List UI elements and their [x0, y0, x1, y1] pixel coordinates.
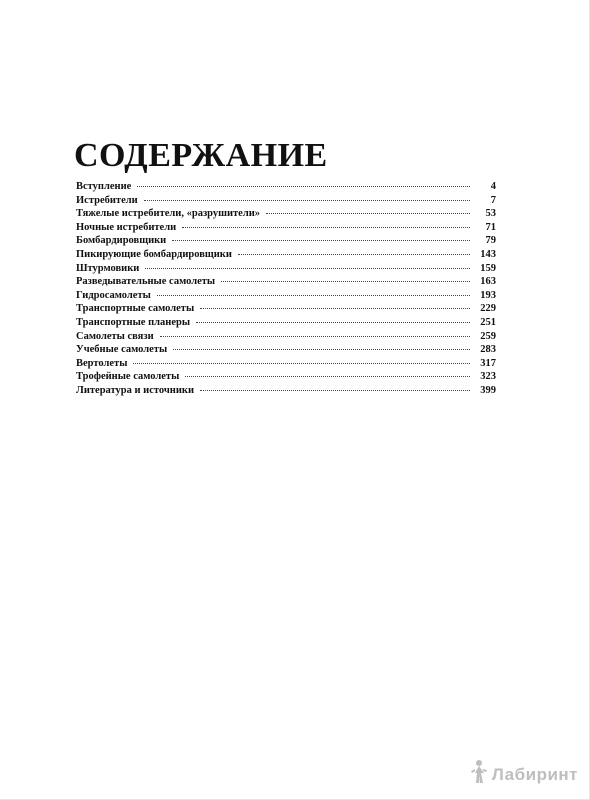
dot-leader	[200, 308, 470, 309]
toc-entry-page: 283	[480, 344, 496, 356]
toc-entry-page: 7	[490, 194, 496, 206]
toc-entry	[76, 180, 496, 194]
toc-entry-page: 323	[480, 371, 496, 383]
dot-leader	[133, 363, 470, 364]
toc-entry-label: Ночные истребители	[76, 221, 177, 233]
toc-entry-page: 251	[480, 316, 496, 328]
toc-entry-page: 53	[485, 208, 496, 220]
labyrinth-watermark	[468, 759, 578, 790]
toc-entry-page: 399	[480, 384, 496, 396]
toc-entry-page: 317	[480, 357, 496, 369]
toc-entry-page: 163	[480, 276, 496, 288]
toc-entry	[76, 330, 496, 344]
dot-leader	[266, 213, 470, 214]
dot-leader	[145, 268, 470, 269]
dot-leader	[160, 336, 470, 337]
toc-entry-label: Транспортные самолеты	[76, 303, 195, 315]
toc-entry	[76, 221, 496, 235]
toc-entry-label: Гидросамолеты	[76, 289, 151, 301]
toc-entry-label: Штурмовики	[76, 262, 140, 274]
toc-entry-page: 71	[485, 221, 496, 233]
watermark-text: Лабиринт	[491, 764, 578, 784]
dot-leader	[196, 322, 470, 323]
dot-leader	[221, 281, 470, 282]
toc-entry	[76, 262, 496, 276]
toc-entry-page: 79	[485, 235, 496, 247]
page-title: СОДЕРЖАНИЕ	[74, 137, 328, 174]
toc-entry-page: 4	[490, 181, 496, 192]
toc-entry	[76, 302, 496, 316]
toc-entry-label: Тяжелые истребители, «разрушители»	[76, 208, 261, 220]
dot-leader	[185, 376, 470, 377]
toc-entry-label: Пикирующие бомбардировщики	[76, 248, 232, 260]
toc-entry	[76, 275, 496, 289]
toc-entry-label: Вертолеты	[76, 357, 128, 369]
dot-leader	[137, 186, 470, 187]
toc-entry-page: 259	[480, 330, 496, 342]
toc-entry-label: Вступление	[76, 181, 132, 192]
labyrinth-figure-icon	[468, 759, 490, 790]
toc-entry	[76, 343, 496, 357]
dot-leader	[172, 240, 470, 241]
toc-entry-label: Бомбардировщики	[76, 235, 167, 247]
toc-entry	[76, 289, 496, 303]
dot-leader	[144, 200, 470, 201]
dot-leader	[200, 390, 470, 391]
toc-entry-label: Учебные самолеты	[76, 344, 168, 356]
dot-leader	[157, 295, 470, 296]
toc-entry-page: 159	[480, 262, 496, 274]
toc-entry-label: Транспортные планеры	[76, 316, 191, 328]
dot-leader	[238, 254, 470, 255]
toc-entry-label: Литература и источники	[76, 384, 194, 396]
toc-entry-page: 229	[480, 303, 496, 315]
toc-entry-page: 143	[480, 248, 496, 260]
toc-entry	[76, 384, 496, 398]
toc-entry-label: Истребители	[76, 194, 138, 206]
dot-leader	[182, 227, 470, 228]
toc-entry	[76, 357, 496, 371]
toc-entry	[76, 370, 496, 384]
toc-entry	[76, 234, 496, 248]
dot-leader	[173, 349, 470, 350]
toc-entry-label: Разведывательные самолеты	[76, 276, 216, 288]
toc-entry	[76, 194, 496, 208]
toc-entry-page: 193	[480, 289, 496, 301]
toc-entry-label: Самолеты связи	[76, 330, 154, 342]
toc-entry-label: Трофейные самолеты	[76, 371, 180, 383]
table-of-contents	[76, 180, 496, 398]
toc-entry	[76, 248, 496, 262]
toc-entry	[76, 207, 496, 221]
toc-entry	[76, 316, 496, 330]
